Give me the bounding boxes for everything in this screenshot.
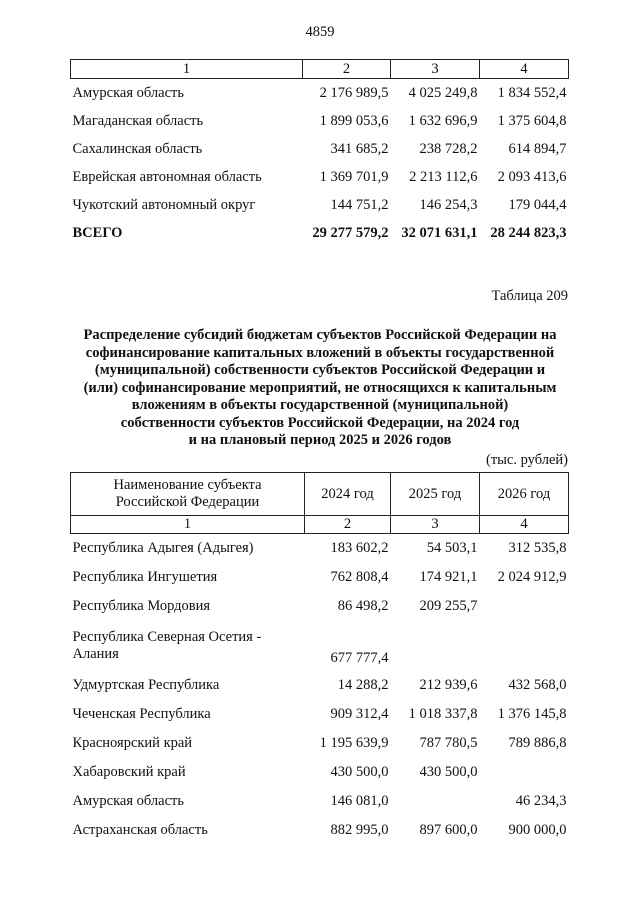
total-label: ВСЕГО	[72, 224, 123, 241]
region-name: Сахалинская область	[72, 140, 203, 157]
region-column-header: Наименование субъекта Российской Федерации	[71, 473, 305, 516]
value-cell: 312 535,8	[508, 540, 567, 556]
region-name: Республика Адыгея (Адыгея)	[72, 540, 254, 556]
table-row	[71, 107, 569, 135]
title-line: Распределение субсидий бюджетам субъектов Российской Федерации на	[83, 327, 557, 343]
table-row	[71, 729, 569, 758]
value-cell: 86 498,2	[337, 598, 389, 614]
region-name: Еврейская автономная область	[72, 168, 262, 185]
value-cell: 1 834 552,4	[497, 84, 567, 101]
value-cell: 897 600,0	[419, 822, 478, 838]
total-value: 28 244 823,3	[490, 224, 567, 241]
column-number: 3	[391, 60, 480, 79]
column-number: 1	[71, 516, 305, 534]
title-line: софинансирование капитальных вложений в объекты государственной	[85, 344, 555, 361]
column-number: 4	[480, 516, 569, 534]
total-value: 29 277 579,2	[312, 224, 389, 241]
region-name: Чукотский автономный округ	[72, 196, 256, 213]
table-row	[71, 79, 569, 108]
value-cell: 209 255,7	[419, 598, 478, 614]
subsidy-table	[70, 472, 569, 845]
total-value: 32 071 631,1	[401, 224, 478, 241]
region-name: Амурская область	[72, 84, 184, 101]
total-row	[71, 219, 569, 247]
year-2026-header: 2026 год	[480, 473, 569, 516]
region-name: Красноярский край	[72, 735, 193, 751]
continuation-table	[70, 59, 569, 247]
region-name: Удмуртская Республика	[72, 677, 220, 693]
column-number-row	[71, 516, 569, 534]
value-cell: 1 376 145,8	[497, 706, 567, 722]
region-name: Амурская область	[72, 793, 184, 809]
table-row	[71, 163, 569, 191]
title-line: (или) софинансирование мероприятий, не относящихся к капитальным	[83, 379, 557, 396]
value-cell: 1 899 053,6	[319, 112, 389, 129]
value-cell: 4 025 249,8	[408, 84, 478, 101]
value-cell	[391, 621, 480, 671]
table-row	[71, 621, 569, 671]
region-name: Республика Северная Осетия - Алания	[72, 629, 262, 662]
value-cell: 183 602,2	[330, 540, 389, 556]
value-cell: 1 375 604,8	[497, 112, 567, 129]
table-row	[71, 135, 569, 163]
table-row	[71, 816, 569, 845]
title-line: и на плановый период 2025 и 2026 годов	[188, 432, 452, 448]
value-cell	[391, 787, 480, 816]
table-row	[71, 671, 569, 700]
year-2025-header: 2025 год	[391, 473, 480, 516]
value-cell: 762 808,4	[330, 569, 389, 585]
column-number: 2	[305, 516, 391, 534]
region-name: Магаданская область	[72, 112, 204, 129]
value-cell: 146 081,0	[330, 793, 389, 809]
column-number: 1	[71, 60, 303, 79]
title-line: вложениям в объекты государственной (муниципальной)	[131, 397, 509, 413]
value-cell: 2 024 912,9	[497, 569, 567, 585]
region-name: Республика Ингушетия	[72, 569, 218, 585]
value-cell: 1 018 337,8	[408, 706, 478, 722]
page-number: 4859	[305, 24, 335, 40]
value-cell: 54 503,1	[426, 540, 478, 556]
value-cell: 146 254,3	[419, 196, 478, 213]
value-cell: 614 894,7	[508, 140, 567, 157]
table-title	[70, 327, 570, 450]
table-row	[71, 700, 569, 729]
table-row	[71, 758, 569, 787]
value-cell: 341 685,2	[330, 140, 389, 157]
table-row	[71, 787, 569, 816]
value-cell: 1 195 639,9	[319, 735, 389, 751]
value-cell	[480, 621, 569, 671]
value-cell: 2 093 413,6	[497, 168, 567, 185]
value-cell: 1 369 701,9	[319, 168, 389, 185]
column-number: 3	[391, 516, 480, 534]
title-line: собственности субъектов Российской Федерации, на 2024 год	[120, 414, 520, 431]
column-number: 4	[480, 60, 569, 79]
value-cell: 882 995,0	[330, 822, 389, 838]
value-cell: 677 777,4	[330, 650, 389, 666]
column-number: 2	[303, 60, 391, 79]
table-row	[71, 191, 569, 219]
year-2024-header: 2024 год	[305, 473, 391, 516]
value-cell: 174 921,1	[419, 569, 478, 585]
value-cell: 430 500,0	[330, 764, 389, 780]
value-cell: 1 632 696,9	[408, 112, 478, 129]
table-row	[71, 592, 569, 621]
units-note: (тыс. рублей)	[486, 452, 568, 468]
value-cell	[480, 592, 569, 621]
value-cell: 900 000,0	[508, 822, 567, 838]
value-cell: 787 780,5	[419, 735, 478, 751]
value-cell: 909 312,4	[330, 706, 389, 722]
column-number-row	[71, 60, 569, 79]
header-row	[71, 473, 569, 516]
value-cell: 2 176 989,5	[319, 84, 389, 101]
value-cell: 144 751,2	[330, 196, 389, 213]
value-cell: 430 500,0	[419, 764, 478, 780]
region-name: Республика Мордовия	[72, 598, 211, 614]
value-cell: 432 568,0	[508, 677, 567, 693]
title-line: (муниципальной) собственности субъектов Российской Федерации и	[94, 362, 546, 378]
value-cell: 179 044,4	[508, 196, 567, 213]
value-cell: 212 939,6	[419, 677, 478, 693]
table-row	[71, 563, 569, 592]
value-cell: 2 213 112,6	[409, 168, 478, 185]
region-name: Хабаровский край	[72, 764, 186, 780]
table-label: Таблица 209	[491, 288, 568, 304]
value-cell: 14 288,2	[337, 677, 389, 693]
region-name: Астраханская область	[72, 822, 208, 838]
value-cell: 46 234,3	[515, 793, 567, 809]
value-cell: 238 728,2	[419, 140, 478, 157]
value-cell	[480, 758, 569, 787]
table-row	[71, 534, 569, 564]
region-name: Чеченская Республика	[72, 706, 211, 722]
value-cell: 789 886,8	[508, 735, 567, 751]
